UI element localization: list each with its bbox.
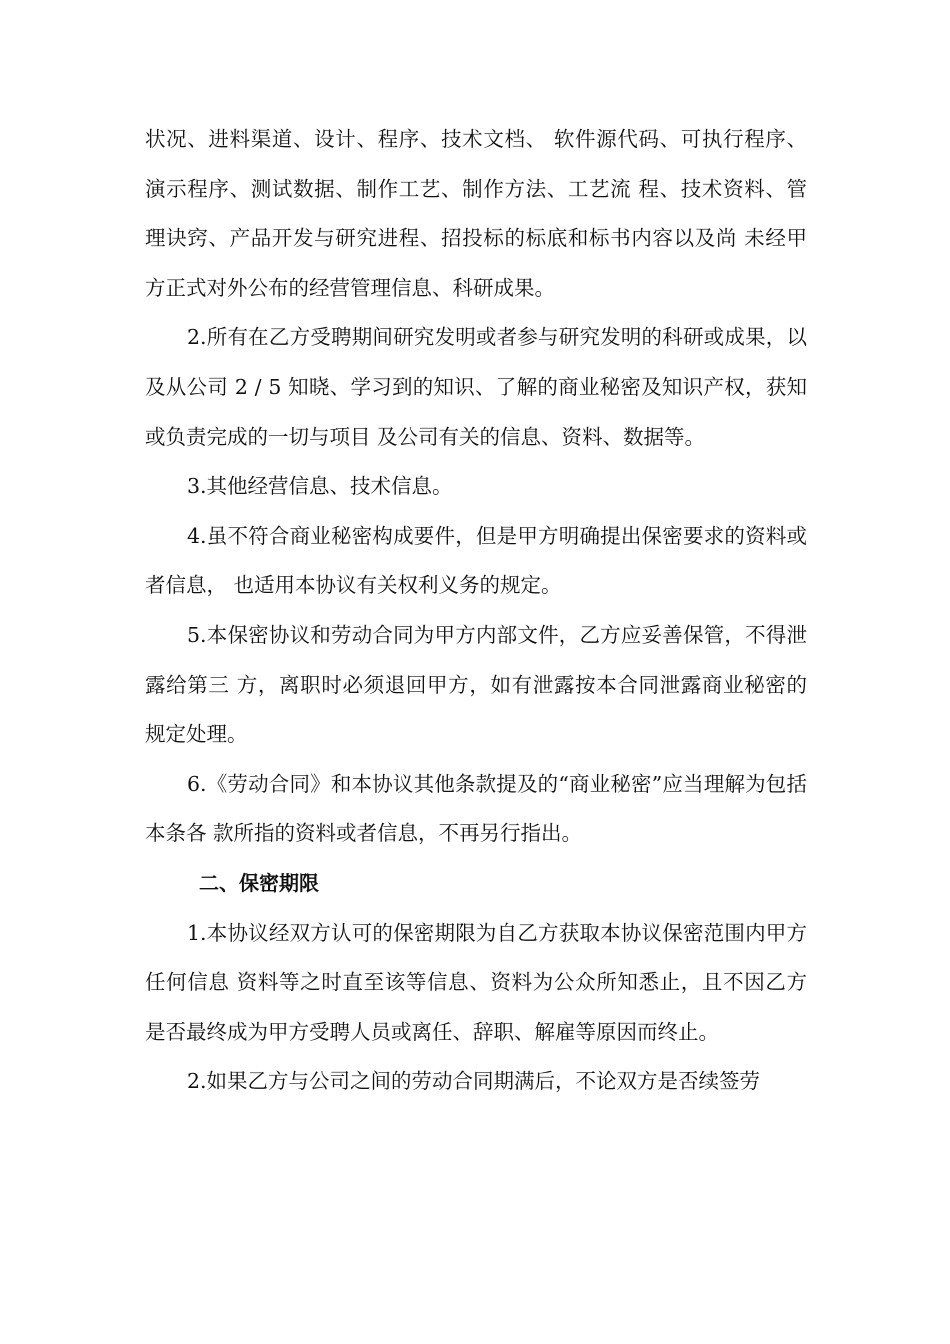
paragraph-item-3-other-info: 3.其他经营信息、技术信息。 xyxy=(187,474,453,499)
document-body xyxy=(145,115,807,1107)
paragraph-confidential-scope-continued: 状况、进料渠道、设计、程序、技术文档、 软件源代码、可执行程序、演示程序、测试数据、制作工艺、制作方法、工艺流 程、技术资料、管理诀窍、产品开发与研究进程、招投标的标底和标书内容以及尚 未经甲方正式对外公布的经营管理信息、科研成果。 xyxy=(145,127,807,300)
paragraph-item-4-non-secret-info: 4.虽不符合商业秘密构成要件，但是甲方明确提出保密要求的资料或者信息， 也适用本协议有关权利义务的规定。 xyxy=(145,523,807,598)
paragraph-item-2-research-results: 2.所有在乙方受聘期间研究发明或者参与研究发明的科研或成果，以及从公司 2 / 5 知晓、学习到的知识、了解的商业秘密及知识产权，获知或负责完成的一切与项目 及公司有关的信息、资料、数据等。 xyxy=(145,325,807,449)
paragraph-item-6-definition: 6.《劳动合同》和本协议其他条款提及的“商业秘密”应当理解为包括本条各 款所指的资料或者信息，不再另行指出。 xyxy=(145,771,807,846)
paragraph-period-item-2: 2.如果乙方与公司之间的劳动合同期满后，不论双方是否续签劳 xyxy=(187,1069,761,1094)
section-heading-confidentiality-period: 二、保密期限 xyxy=(199,870,319,895)
paragraph-period-item-1: 1.本协议经双方认可的保密期限为自乙方获取本协议保密范围内甲方任何信息 资料等之时直至该等信息、资料为公众所知悉止，且不因乙方是否最终成为甲方受聘人员或离任、辞职、解雇等原因而终止。 xyxy=(145,920,807,1044)
paragraph-item-5-internal-documents: 5.本保密协议和劳动合同为甲方内部文件，乙方应妥善保管，不得泄露给第三 方，离职时必须退回甲方，如有泄露按本合同泄露商业秘密的规定处理。 xyxy=(145,622,807,747)
